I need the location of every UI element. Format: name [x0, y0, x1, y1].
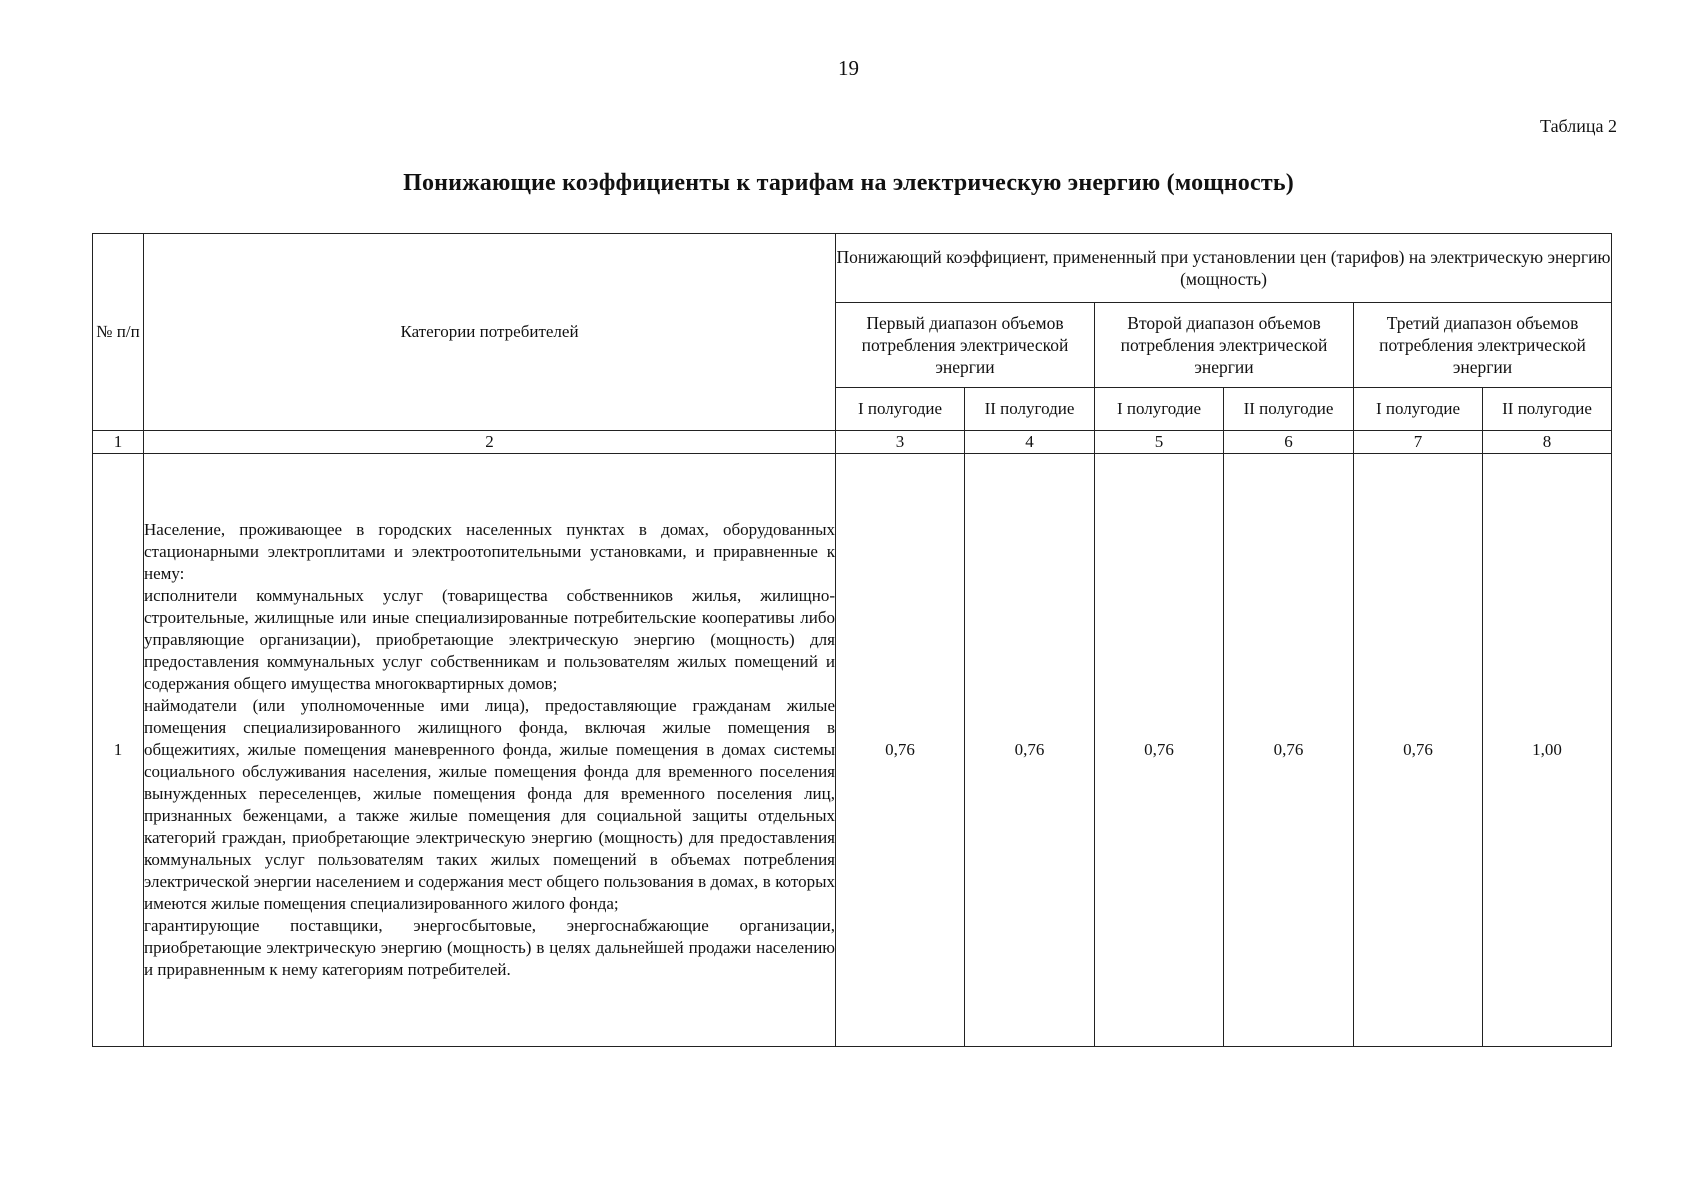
header-half: II полугодие [1483, 388, 1612, 431]
category-paragraph: исполнители коммунальных услуг (товарищества собственников жилья, жилищно-строительные, жилищные или иные специализированные потребительские кооперативы либо управляющие организации), приобретающие электрическую энергию (мощность) для предоставления коммунальных услуг собственникам и пользователям жилых помещений и содержания общего имущества многоквартирных домов; [144, 586, 835, 693]
column-number: 8 [1483, 431, 1612, 454]
category-paragraph: наймодатели (или уполномоченные ими лица), предоставляющие гражданам жилые помещения специализированного жилищного фонда, включая жилые помещения в общежитиях, жилые помещения маневренного фонда, жилые помещения в домах системы социального обслуживания населения, жилые помещения фонда для временного поселения вынужденных переселенцев, жилые помещения фонда для временного поселения лиц, признанных беженцами, а также жилые помещения для социальной защиты отдельных категорий граждан, приобретающие электрическую энергию (мощность) для предоставления коммунальных услуг пользователям таких жилых помещений в объемах потребления электрической энергии населением и содержания мест общего пользования в домах, в которых имеются жилые помещения специализированного жилого фонда; [144, 696, 835, 913]
table-row [93, 454, 1612, 1047]
coefficient-value: 0,76 [1354, 454, 1483, 1047]
header-range-2: Второй диапазон объемов потребления электрической энергии [1095, 303, 1354, 388]
header-half: II полугодие [965, 388, 1095, 431]
header-num: № п/п [93, 234, 144, 431]
coefficient-value: 0,76 [1224, 454, 1354, 1047]
header-row-1 [93, 234, 1612, 303]
header-range-3: Третий диапазон объемов потребления электрической энергии [1354, 303, 1612, 388]
column-number: 5 [1095, 431, 1224, 454]
table-label: Таблица 2 [1540, 116, 1617, 136]
header-half: I полугодие [1354, 388, 1483, 431]
header-range-1: Первый диапазон объемов потребления электрической энергии [836, 303, 1095, 388]
column-number: 1 [93, 431, 144, 454]
column-number: 4 [965, 431, 1095, 454]
column-number: 2 [144, 431, 836, 454]
column-number-row [93, 431, 1612, 454]
row-number: 1 [93, 454, 144, 1047]
header-half: I полугодие [1095, 388, 1224, 431]
coefficient-value: 0,76 [1095, 454, 1224, 1047]
column-number: 7 [1354, 431, 1483, 454]
coefficient-value: 0,76 [836, 454, 965, 1047]
coefficients-table [92, 233, 1612, 1047]
header-category: Категории потребителей [144, 234, 836, 431]
column-number: 6 [1224, 431, 1354, 454]
category-paragraph: Население, проживающее в городских населенных пунктах в домах, оборудованных стационарными электроплитами и электроотопительными установками, и приравненные к нему: [144, 520, 835, 583]
header-half: II полугодие [1224, 388, 1354, 431]
header-half: I полугодие [836, 388, 965, 431]
category-paragraph: гарантирующие поставщики, энергосбытовые, энергоснабжающие организации, приобретающие электрическую энергию (мощность) в целях дальнейшей продажи населению и приравненным к нему категориям потребителей. [144, 916, 835, 979]
coefficient-value: 0,76 [965, 454, 1095, 1047]
coefficient-value: 1,00 [1483, 454, 1612, 1047]
page-number: 19 [838, 56, 859, 80]
column-number: 3 [836, 431, 965, 454]
header-coef-group: Понижающий коэффициент, примененный при установлении цен (тарифов) на электрическую энергию (мощность) [836, 234, 1612, 303]
document-title: Понижающие коэффициенты к тарифам на электрическую энергию (мощность) [403, 170, 1294, 196]
category-description [144, 454, 836, 1047]
